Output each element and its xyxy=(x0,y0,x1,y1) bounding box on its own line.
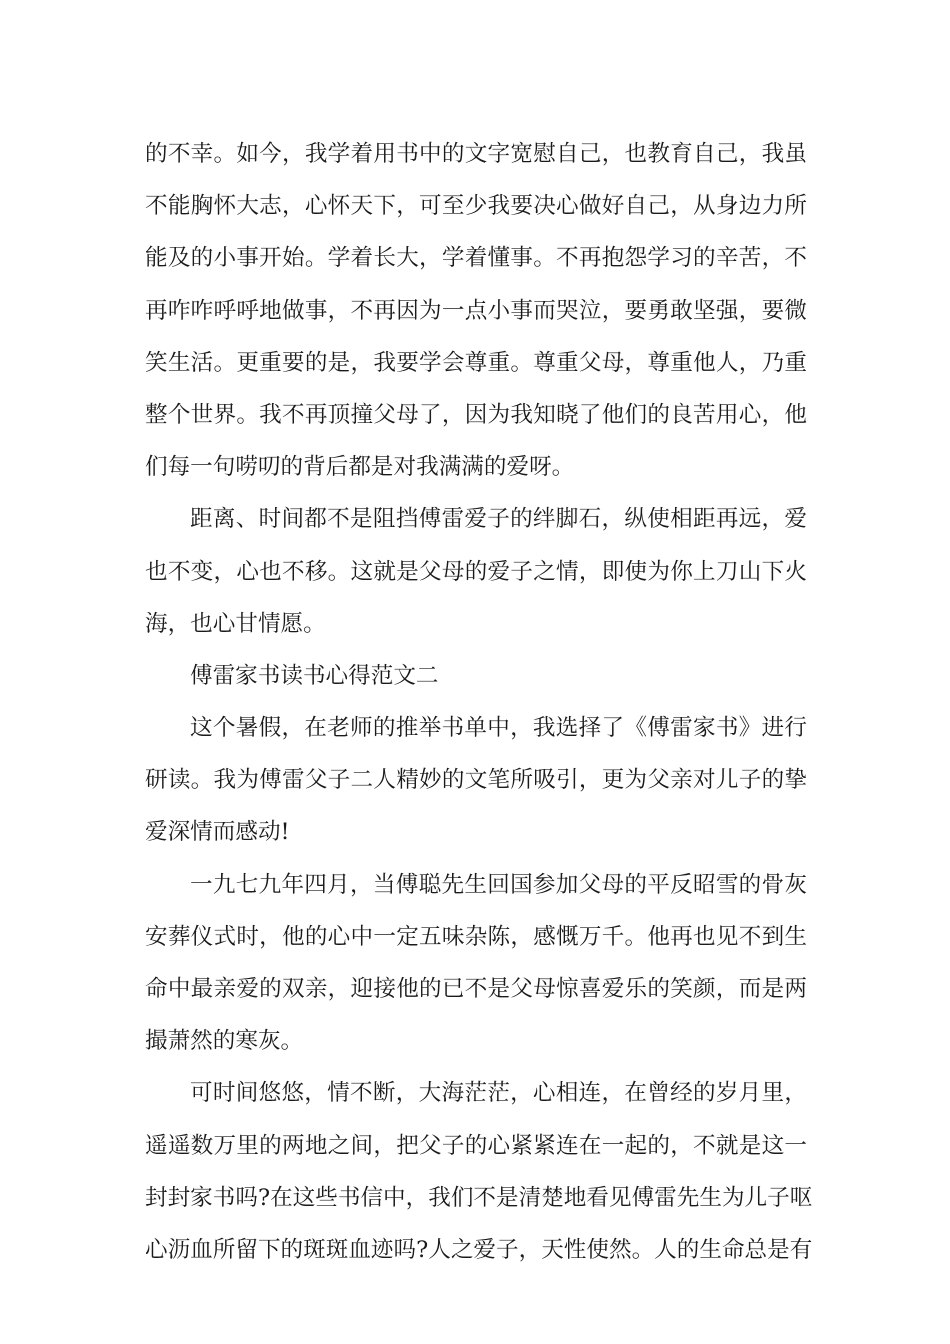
text-line: 命中最亲爱的双亲，迎接他的已不是父母惊喜爱乐的笑颜，而是两 xyxy=(145,976,807,1002)
text-line: 也不变，心也不移。这就是父母的爱子之情，即使为你上刀山下火 xyxy=(145,558,807,585)
text-line: 安葬仪式时，他的心中一定五味杂陈，感慨万千。他再也见不到生 xyxy=(145,923,807,950)
paragraph xyxy=(145,128,807,493)
text-line: 整个世界。我不再顶撞父母了，因为我知晓了他们的良苦用心，他 xyxy=(145,401,807,428)
text-line: 研读。我为傅雷父子二人精妙的文笔所吸引，更为父亲对儿子的挚 xyxy=(145,767,807,794)
paragraph xyxy=(145,1067,813,1276)
paragraph xyxy=(145,493,807,650)
text-line: 不能胸怀大志，心怀天下，可至少我要决心做好自己，从身边力所 xyxy=(145,193,807,220)
text-line: 可时间悠悠，情不断，大海茫茫，心相连，在曾经的岁月里， xyxy=(190,1080,807,1107)
paragraph xyxy=(145,702,807,859)
text-line: 爱深情而感动! xyxy=(145,819,290,846)
text-line: 撮萧然的寒灰。 xyxy=(145,1028,304,1055)
text-line: 遥遥数万里的两地之间，把父子的心紧紧连在一起的，不就是这一 xyxy=(145,1132,807,1159)
text-line: 能及的小事开始。学着长大，学着懂事。不再抱怨学习的辛苦，不 xyxy=(145,245,807,272)
text-line: 一九七九年四月，当傅聪先生回国参加父母的平反昭雪的骨灰 xyxy=(190,871,807,898)
document-body xyxy=(145,128,813,1276)
text-line: 这个暑假，在老师的推举书单中，我选择了《傅雷家书》进行 xyxy=(190,715,807,742)
paragraph xyxy=(145,859,807,1068)
text-line: 们每一句唠叨的背后都是对我满满的爱呀。 xyxy=(145,454,575,481)
section-heading xyxy=(145,650,807,702)
text-line: 笑生活。更重要的是，我要学会尊重。尊重父母，尊重他人，乃重 xyxy=(145,349,807,376)
text-line: 距离、时间都不是阻挡傅雷爱子的绊脚石，纵使相距再远，爱 xyxy=(190,506,807,533)
text-line: 再咋咋呼呼地做事，不再因为一点小事而哭泣，要勇敢坚强，要微 xyxy=(145,297,807,324)
text-line: 心沥血所留下的斑斑血迹吗?人之爱子，天性使然。人的生命总是有 xyxy=(145,1236,813,1263)
text-line: 海，也心甘情愿。 xyxy=(145,610,326,637)
text-line: 傅雷家书读书心得范文二 xyxy=(190,662,439,689)
text-line: 的不幸。如今，我学着用书中的文字宽慰自己，也教育自己，我虽 xyxy=(145,141,807,167)
text-line: 封封家书吗?在这些书信中，我们不是清楚地看见傅雷先生为儿子呕 xyxy=(145,1184,813,1211)
